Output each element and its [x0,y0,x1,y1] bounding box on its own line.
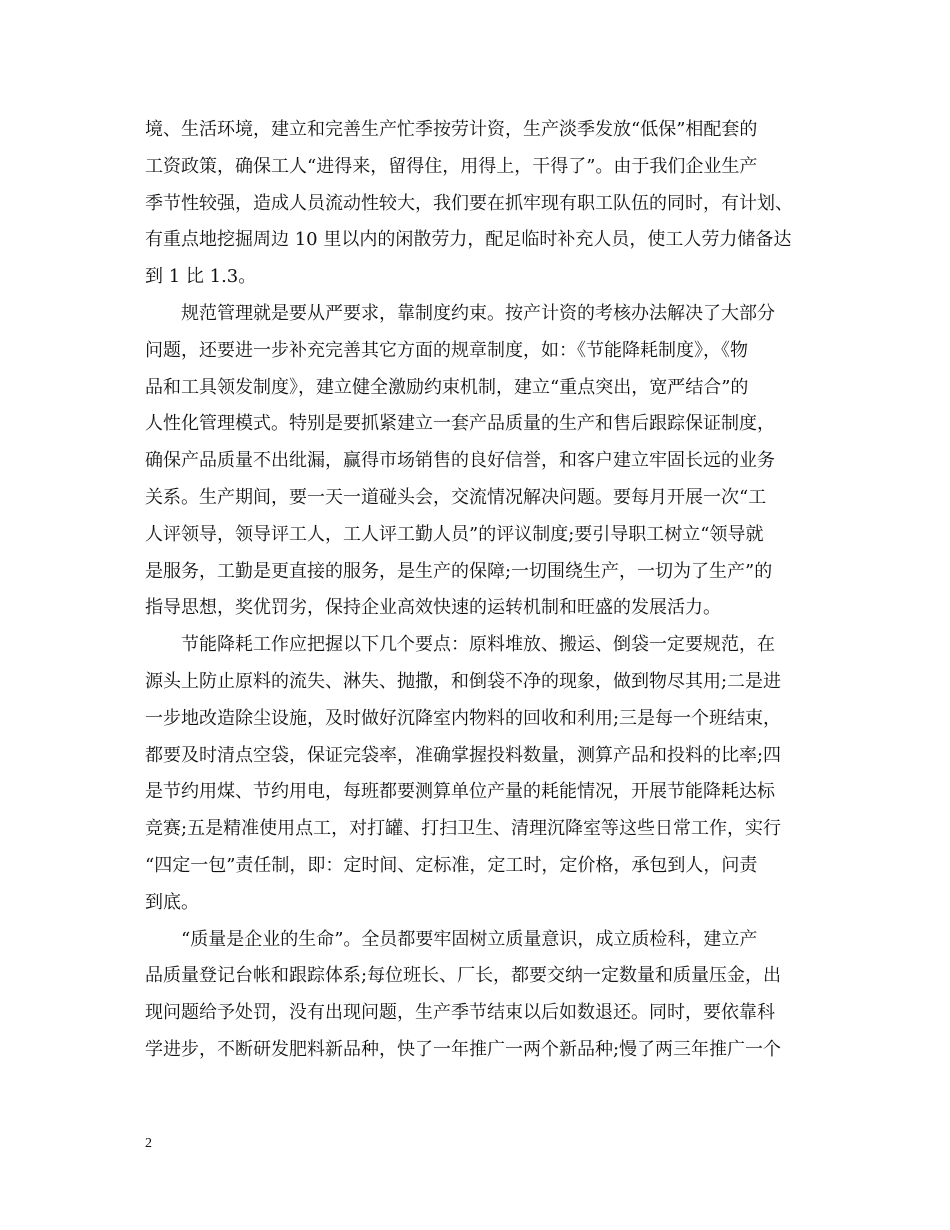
text-line: 规范管理就是要从严要求，靠制度约束。按产计资的考核办法解决了大部分 [181,302,775,324]
text-line: 学进步，不断研发肥料新品种，快了一年推广一两个新品种;慢了两三年推广一个 [145,1038,782,1060]
text-line: “质量是企业的生命”。全员都要牢固树立质量意识，成立质检科，建立产 [181,928,758,950]
text-line: 到底。 [145,891,199,913]
text-line: 一步地改造除尘设施，及时做好沉降室内物料的回收和利用;三是每一个班结束， [145,707,782,729]
text-line: 品和工具领发制度》，建立健全激励约束机制，建立“重点突出，宽严结合”的 [145,376,749,398]
text-line: 问题，还要进一步补充完善其它方面的规章制度，如：《节能降耗制度》，《物 [145,339,748,361]
text-line: 是节约用煤、节约用电，每班都要测算单位产量的耗能情况，开展节能降耗达标 [145,781,775,803]
text-line: 节能降耗工作应把握以下几个要点：原料堆放、搬运、倒袋一定要规范，在 [181,634,775,656]
paragraph-standard-management [145,296,810,627]
paragraph-quality [145,922,810,1069]
document-body [145,112,810,1069]
page-number: 2 [145,1136,152,1151]
paragraph-energy-saving [145,627,810,921]
text-line: 人评领导，领导评工人，工人评工勤人员”的评议制度;要引导职工树立“领导就 [145,523,764,545]
text-line: 指导思想，奖优罚劣，保持企业高效快速的运转机制和旺盛的发展活力。 [145,597,721,619]
text-line: 现问题给予处罚，没有出现问题，生产季节结束以后如数退还。同时，要依靠科 [145,1002,775,1024]
text-line: 竞赛;五是精准使用点工，对打罐、打扫卫生、清理沉降室等这些日常工作，实行 [145,818,782,840]
text-line: 品质量登记台帐和跟踪体系;每位班长、厂长，都要交纳一定数量和质量压金，出 [145,965,782,987]
text-line: 到 1 比 1.3。 [145,266,257,288]
paragraph-labor-policy [145,112,810,296]
text-line: 源头上防止原料的流失、淋失、抛撒，和倒袋不净的现象，做到物尽其用;二是进 [145,670,782,692]
text-line: 都要及时清点空袋，保证完袋率，准确掌握投料数量，测算产品和投料的比率;四 [145,744,782,766]
text-line: 工资政策，确保工人“进得来，留得住，用得上，干得了”。由于我们企业生产 [145,155,758,177]
text-line: 是服务，工勤是更直接的服务，是生产的保障;一切围绕生产，一切为了生产”的 [145,560,773,582]
text-line: 关系。生产期间，要一天一道碰头会，交流情况解决问题。要每月开展一次“工 [145,486,767,508]
text-line: 有重点地挖掘周边 10 里以内的闲散劳力，配足临时补充人员，使工人劳力储备达 [145,229,792,251]
text-line: “四定一包”责任制，即：定时间、定标准，定工时，定价格，承包到人，问责 [145,854,758,876]
text-line: 境、生活环境，建立和完善生产忙季按劳计资，生产淡季发放“低保”相配套的 [145,119,758,140]
text-line: 人性化管理模式。特别是要抓紧建立一套产品质量的生产和售后跟踪保证制度， [145,413,775,435]
text-line: 季节性较强，造成人员流动性较大，我们要在抓牢现有职工队伍的同时，有计划、 [145,192,793,214]
text-line: 确保产品质量不出纰漏，赢得市场销售的良好信誉，和客户建立牢固长远的业务 [145,450,775,472]
